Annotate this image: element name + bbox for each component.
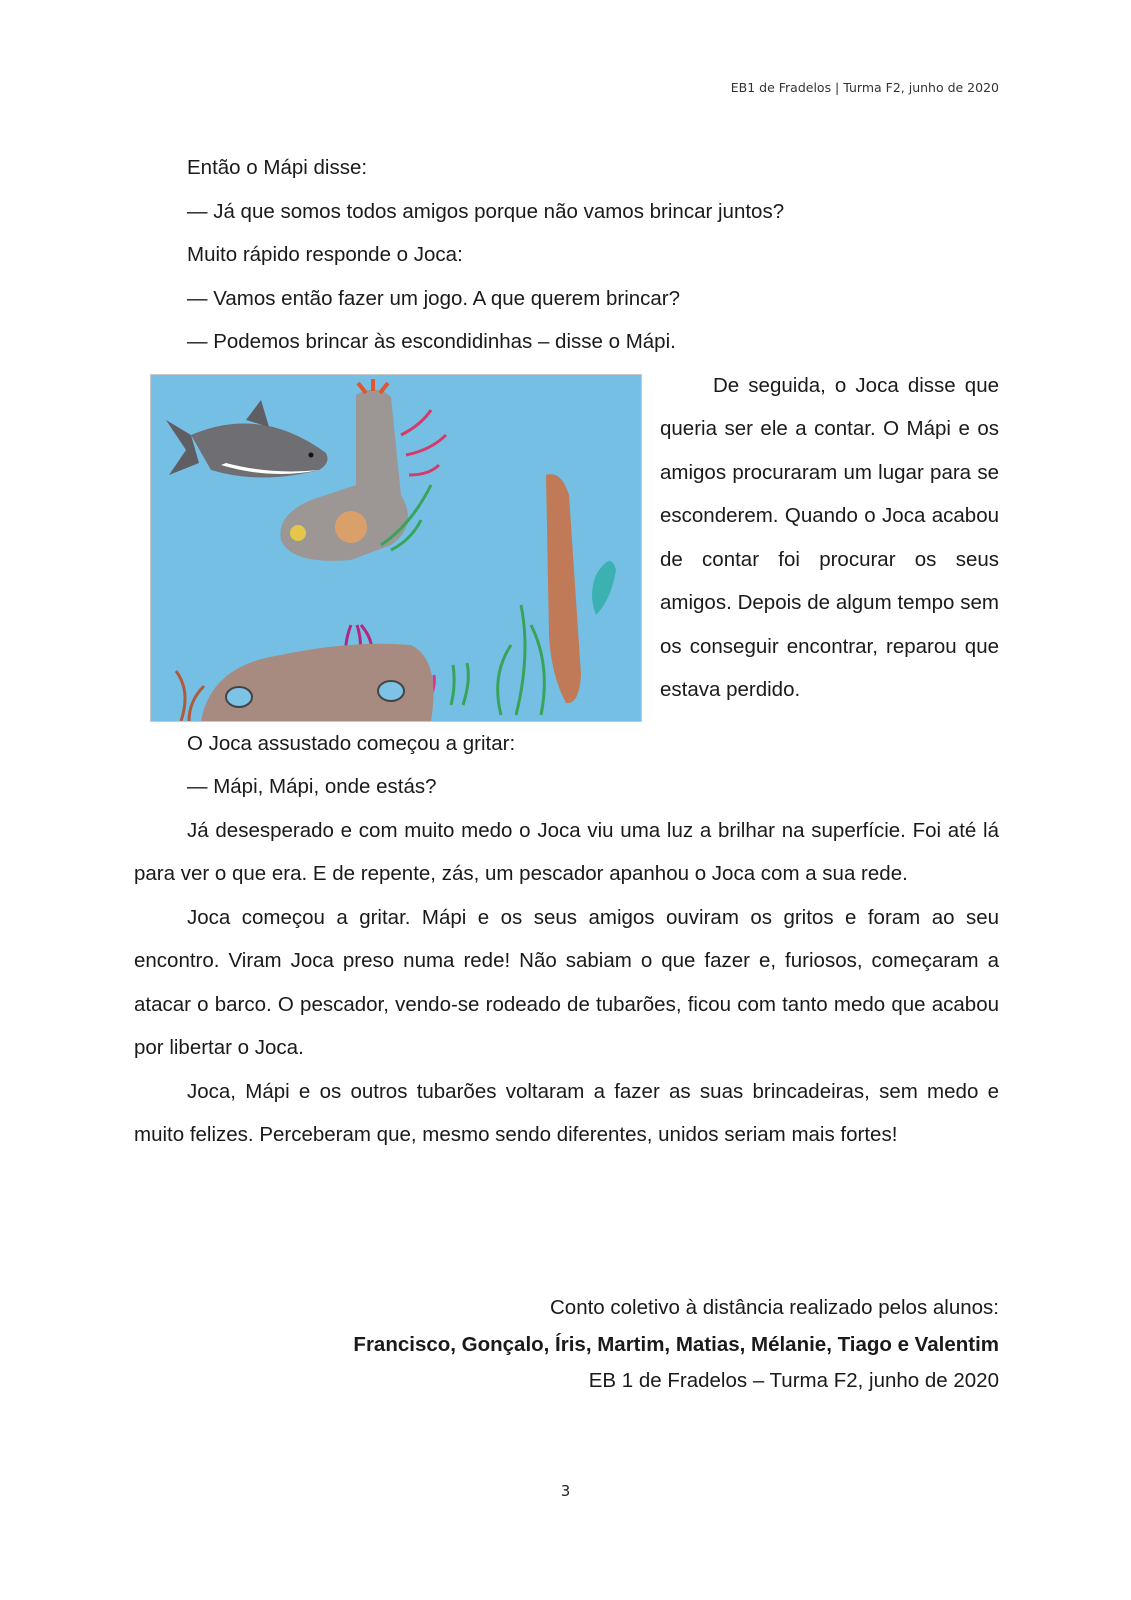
paragraph: De seguida, o Joca disse que queria ser ele a contar. O Mápi e os amigos procuraram um lugar para se esconderem. Quando o Joca acabou de contar foi procurar os seus amigos. Depois de algum tempo sem os conseguir encontrar, reparou que estava perdido. (660, 373, 999, 701)
paragraph: Joca, Mápi e os outros tubarões voltaram a fazer as suas brincadeiras, sem medo e muito felizes. Perceberam que, mesmo sendo diferentes, unidos seriam mais fortes! (134, 1079, 999, 1146)
dialogue-line: — Vamos então fazer um jogo. A que querem brincar? (187, 286, 681, 310)
illustration-wrap (134, 364, 999, 722)
paragraph: Já desesperado e com muito medo o Joca viu uma luz a brilhar na superfície. Foi até lá para ver o que era. E de repente, zás, um pescador apanhou o Joca com a sua rede. (134, 818, 999, 885)
signature-block (353, 1290, 999, 1400)
dialogue-line: — Podemos brincar às escondidinhas – disse o Mápi. (187, 330, 676, 353)
paragraph: Muito rápido responde o Joca: (187, 243, 463, 266)
underwater-drawing (151, 375, 641, 721)
page-number: 3 (560, 1482, 571, 1500)
page-header: EB1 de Fradelos | Turma F2, junho de 2020 (730, 80, 999, 95)
paragraph: O Joca assustado começou a gritar: (187, 731, 516, 755)
dialogue-line: — Mápi, Mápi, onde estás? (187, 775, 437, 798)
paragraph: Então o Mápi disse: (187, 156, 368, 179)
student-names: Francisco, Gonçalo, Íris, Martim, Matias, Mélanie, Tiago e Valentim (353, 1332, 999, 1356)
signature-intro: Conto coletivo à distância realizado pelos alunos: (550, 1296, 999, 1319)
school-line: EB 1 de Fradelos – Turma F2, junho de 2020 (588, 1369, 999, 1392)
paragraph: Joca começou a gritar. Mápi e os seus amigos ouviram os gritos e foram ao seu encontro. Viram Joca preso numa rede! Não sabiam o que fazer e, furiosos, começaram a atacar o barco. O pescador, vendo-se rodeado de tubarões, ficou com tanto medo que acabou por libertar o Joca. (134, 905, 999, 1059)
story-body (134, 146, 999, 1157)
child-drawing-image (150, 374, 642, 722)
dialogue-line: — Já que somos todos amigos porque não vamos brincar juntos? (187, 199, 785, 223)
